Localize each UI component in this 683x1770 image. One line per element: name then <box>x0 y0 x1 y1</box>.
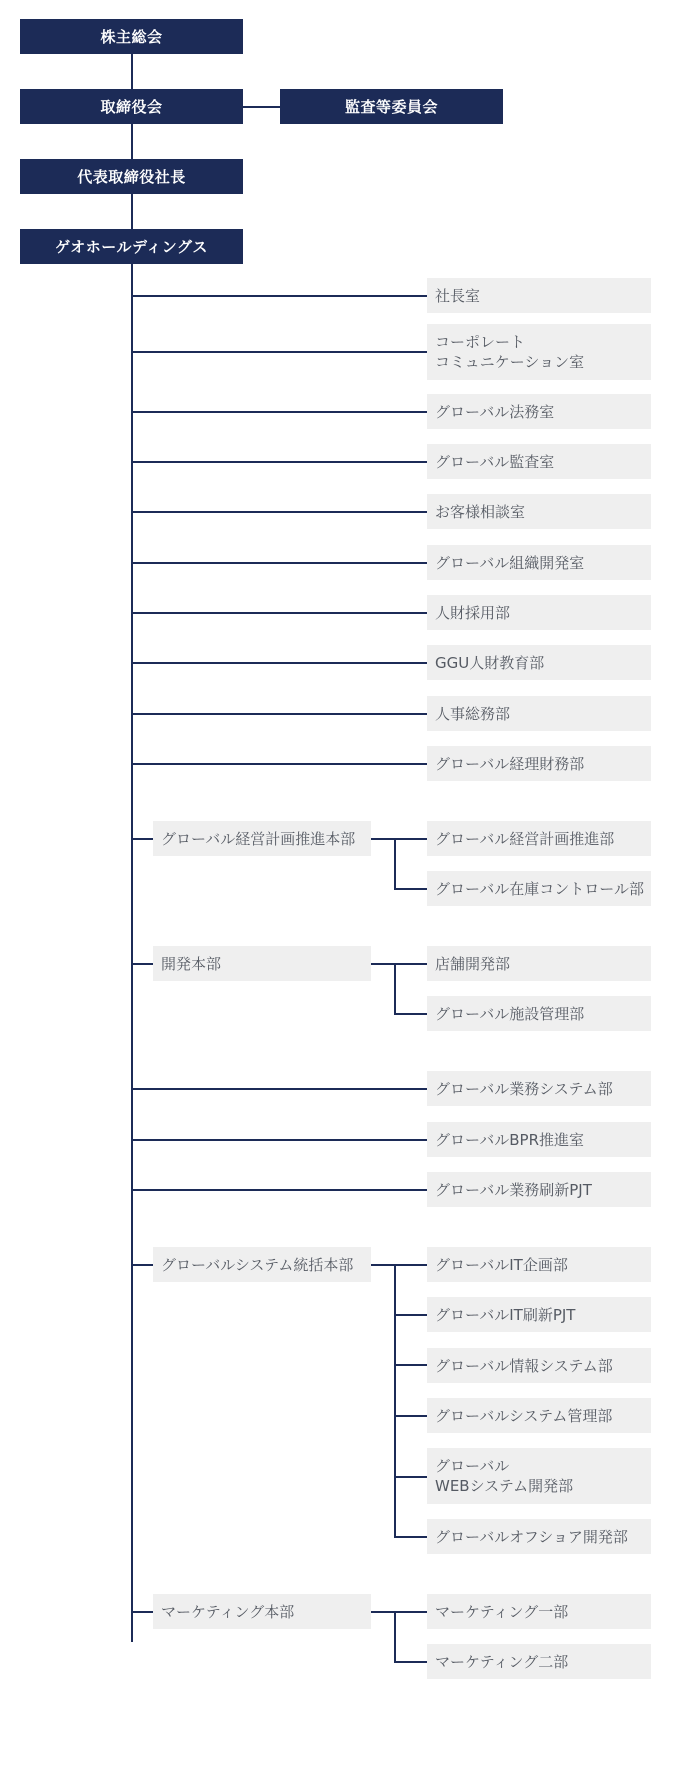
connector-dept <box>131 461 427 463</box>
connector-dept <box>131 1139 427 1141</box>
unit-label: グローバル情報システム部 <box>435 1356 613 1375</box>
unit-box <box>427 996 651 1031</box>
shareholders-meeting-box <box>20 19 243 54</box>
department-box <box>427 595 651 630</box>
connector-unit <box>394 1536 427 1538</box>
audit-committee-label: 監査等委員会 <box>344 98 438 116</box>
unit-label: グローバルIT刷新PJT <box>435 1305 576 1324</box>
connector-top-vertical <box>131 53 133 231</box>
unit-label: グローバルシステム管理部 <box>435 1406 613 1425</box>
connector-dept <box>131 295 427 297</box>
division-box <box>153 1594 371 1629</box>
ceo-box <box>20 159 243 194</box>
connector-unit <box>394 1661 427 1663</box>
connector-dept <box>131 1088 427 1090</box>
unit-box <box>427 1448 651 1504</box>
unit-label: グローバル施設管理部 <box>435 1004 585 1023</box>
division-label: グローバル経営計画推進本部 <box>161 829 356 848</box>
unit-box <box>427 946 651 981</box>
connector-dept <box>131 411 427 413</box>
division-box <box>153 821 371 856</box>
division-label: グローバルシステム統括本部 <box>161 1255 354 1274</box>
connector-division-units-vertical <box>394 1264 396 1538</box>
unit-label: グローバルIT企画部 <box>435 1255 568 1274</box>
unit-label: 店舗開発部 <box>435 954 511 973</box>
department-box <box>427 1122 651 1157</box>
connector-unit <box>394 1013 427 1015</box>
division-box <box>153 946 371 981</box>
department-box <box>427 494 651 529</box>
division-label: 開発本部 <box>161 954 222 973</box>
connector-unit <box>394 1314 427 1316</box>
connector-division <box>131 963 153 965</box>
unit-box <box>427 871 651 906</box>
connector-dept <box>131 562 427 564</box>
connector-unit <box>394 1364 427 1366</box>
unit-label: グローバル経営計画推進部 <box>435 829 615 848</box>
department-label: グローバル業務システム部 <box>435 1079 613 1098</box>
department-box <box>427 1071 651 1106</box>
unit-box <box>427 1644 651 1679</box>
department-box <box>427 444 651 479</box>
connector-unit <box>394 1415 427 1417</box>
connector-division-units <box>371 1611 427 1613</box>
connector-division-units <box>371 1264 427 1266</box>
connector-main-trunk <box>131 264 133 1642</box>
shareholders-meeting-label: 株主総会 <box>100 28 163 46</box>
department-box <box>427 645 651 680</box>
department-box <box>427 1172 651 1207</box>
department-label: グローバル法務室 <box>435 402 555 421</box>
connector-division-units-vertical <box>394 838 396 890</box>
connector-division-units <box>371 838 427 840</box>
unit-label: マーケティング二部 <box>435 1652 569 1671</box>
division-label: マーケティング本部 <box>161 1602 295 1621</box>
department-label: グローバル経理財務部 <box>435 754 585 773</box>
department-box <box>427 746 651 781</box>
department-label: グローバル組織開発室 <box>435 553 585 572</box>
department-box <box>427 324 651 380</box>
department-label: 社長室 <box>435 286 481 305</box>
unit-box <box>427 1398 651 1433</box>
connector-division <box>131 838 153 840</box>
unit-label: グローバル WEBシステム開発部 <box>435 1457 574 1495</box>
department-label: お客様相談室 <box>435 502 526 521</box>
company-label: ゲオホールディングス <box>55 238 208 256</box>
connector-division-units-vertical <box>394 1611 396 1663</box>
connector-division-units <box>371 963 427 965</box>
connector-dept <box>131 763 427 765</box>
department-label: GGU人財教育部 <box>435 653 545 672</box>
connector-division <box>131 1611 153 1613</box>
unit-box <box>427 821 651 856</box>
ceo-label: 代表取締役社長 <box>77 168 186 186</box>
unit-box <box>427 1519 651 1554</box>
connector-board-audit <box>243 106 281 108</box>
connector-dept <box>131 511 427 513</box>
connector-dept <box>131 662 427 664</box>
unit-label: グローバル在庫コントロール部 <box>435 879 644 898</box>
unit-box <box>427 1297 651 1332</box>
connector-division <box>131 1264 153 1266</box>
connector-unit <box>394 1476 427 1478</box>
department-label: 人事総務部 <box>435 704 511 723</box>
department-label: グローバルBPR推進室 <box>435 1130 585 1149</box>
connector-dept <box>131 713 427 715</box>
department-box <box>427 545 651 580</box>
board-of-directors-label: 取締役会 <box>100 98 163 116</box>
unit-box <box>427 1348 651 1383</box>
department-box <box>427 278 651 313</box>
department-label: グローバル業務刷新PJT <box>435 1180 592 1199</box>
connector-dept <box>131 1189 427 1191</box>
department-label: 人財採用部 <box>435 603 511 622</box>
department-label: コーポレート コミュニケーション室 <box>435 333 585 371</box>
company-box <box>20 229 243 264</box>
unit-label: グローバルオフショア開発部 <box>435 1527 628 1546</box>
unit-label: マーケティング一部 <box>435 1602 569 1621</box>
connector-dept <box>131 351 427 353</box>
department-box <box>427 394 651 429</box>
audit-committee-box <box>280 89 503 124</box>
unit-box <box>427 1247 651 1282</box>
department-box <box>427 696 651 731</box>
division-box <box>153 1247 371 1282</box>
connector-division-units-vertical <box>394 963 396 1015</box>
unit-box <box>427 1594 651 1629</box>
connector-unit <box>394 888 427 890</box>
department-label: グローバル監査室 <box>435 452 555 471</box>
board-of-directors-box <box>20 89 243 124</box>
connector-dept <box>131 612 427 614</box>
